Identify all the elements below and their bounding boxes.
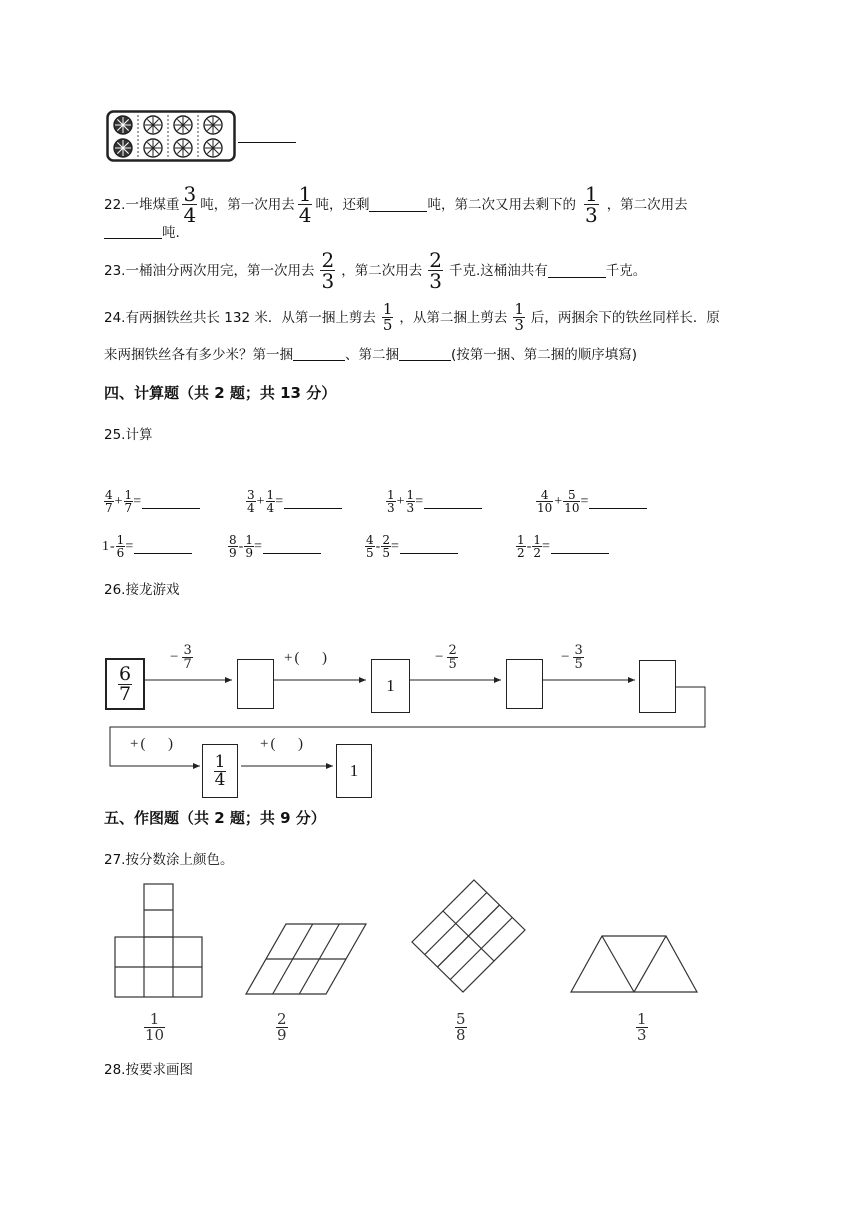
chain-box-5[interactable] xyxy=(639,660,676,713)
q28-label: 28.按要求画图 xyxy=(104,1062,193,1078)
section5-title: 五、作图题（共 2 题；共 9 分） xyxy=(104,809,326,827)
q22-text2: 吨，第一次用去 xyxy=(200,196,295,213)
chain-arrows xyxy=(100,640,720,805)
q25-answer-blank[interactable] xyxy=(134,539,192,554)
chain-start-box: $\frac{6}{7}$ xyxy=(105,658,145,710)
wheel-icon xyxy=(144,116,162,134)
q24-line2 xyxy=(104,346,637,364)
wheel-icon xyxy=(174,116,192,134)
wheel-icon xyxy=(204,116,222,134)
q25-answer-blank[interactable] xyxy=(142,494,200,509)
q24-line2-b: 、第二捆 xyxy=(345,347,399,363)
chain-op-3: − $\frac{2}{5}$ xyxy=(435,643,457,672)
chain-op-5[interactable]: + ( ) xyxy=(130,736,173,752)
q25-label: 25.计算 xyxy=(104,427,153,443)
chain-box-2[interactable] xyxy=(237,659,274,709)
wheel-icon xyxy=(114,116,132,134)
q22-blank1[interactable] xyxy=(369,197,427,212)
chain-op-1: − $\frac{3}{7}$ xyxy=(170,643,192,672)
q27-frac-4: $\frac{1}{3}$ xyxy=(637,1010,647,1044)
chain-box-7: 1 xyxy=(336,744,372,798)
shape-diamond-8[interactable] xyxy=(412,880,525,992)
q25-row2-item-1: 1 - $\frac{1}{6}$ = xyxy=(102,534,192,559)
q24-text1: 24.有两捆铁丝共长 132 米．从第一捆上剪去 xyxy=(104,309,376,326)
q24-text2: ，从第二捆上剪去 xyxy=(399,309,508,326)
section4-title: 四、计算题（共 2 题；共 13 分） xyxy=(104,384,337,402)
q22-line1 xyxy=(104,184,688,225)
chain-op-6[interactable]: + ( ) xyxy=(260,736,303,752)
q23-text4: 千克。 xyxy=(605,262,647,279)
q23-frac2: $\frac{2}{3}$ xyxy=(429,248,442,293)
q22-frac2: $\frac{1}{4}$ xyxy=(298,182,312,227)
q23-text3: 千克.这桶油共有 xyxy=(448,262,548,279)
q24-line1 xyxy=(104,302,720,333)
chain-box-6: $\frac{1}{4}$ xyxy=(202,744,238,798)
chain-box-3: 1 xyxy=(371,659,410,713)
q24-line2-a: 来两捆铁丝各有多少米？第一捆 xyxy=(104,347,293,363)
q27-frac-2: $\frac{2}{9}$ xyxy=(277,1010,287,1044)
q27-frac-1: $\frac{1}{10}$ xyxy=(145,1010,165,1044)
q22-text3: 吨，还剩 xyxy=(315,196,370,213)
shape-trapezoid-3[interactable] xyxy=(571,936,697,992)
q22-blank2[interactable] xyxy=(104,224,162,239)
q23-blank[interactable] xyxy=(548,263,606,278)
q24-frac1: $\frac{1}{5}$ xyxy=(382,300,393,334)
q23-frac1: $\frac{2}{3}$ xyxy=(321,248,335,293)
tray-answer-blank[interactable] xyxy=(238,128,296,143)
q25-row1-item-3: $\frac{1}{3}$ + $\frac{1}{3}$ = xyxy=(386,489,482,514)
chain-op-4: − $\frac{3}{5}$ xyxy=(561,643,583,672)
q24-blank1[interactable] xyxy=(293,346,345,361)
q23-line xyxy=(104,250,646,291)
q25-row2-item-3: $\frac{4}{5}$ - $\frac{2}{5}$ = xyxy=(365,534,458,559)
q27-frac-3: $\frac{5}{8}$ xyxy=(456,1010,466,1044)
q25-answer-blank[interactable] xyxy=(551,539,609,554)
wheel-tray-icon xyxy=(106,110,236,162)
chain-box-4[interactable] xyxy=(506,659,543,709)
q22-line2-text: 吨. xyxy=(162,225,180,241)
q24-text3: 后，两捆余下的铁丝同样长．原 xyxy=(530,309,720,326)
q25-row1-item-4: $\frac{4}{10}$ + $\frac{5}{10}$ = xyxy=(536,489,647,514)
wheel-icon xyxy=(174,139,192,157)
q25-row1-item-1: $\frac{4}{7}$ + $\frac{1}{7}$ = xyxy=(104,489,200,514)
q25-answer-blank[interactable] xyxy=(263,539,321,554)
q27-shapes xyxy=(100,870,720,1005)
q25-row2-item-2: $\frac{8}{9}$ - $\frac{1}{9}$ = xyxy=(228,534,321,559)
q25-row2-item-4: $\frac{1}{2}$ - $\frac{1}{2}$ = xyxy=(516,534,609,559)
q24-line2-c: (按第一捆、第二捆的顺序填寫) xyxy=(451,347,638,363)
q23-text2: ，第二次用去 xyxy=(341,262,423,279)
q24-frac2: $\frac{1}{3}$ xyxy=(514,300,524,334)
q25-row1-item-2: $\frac{3}{4}$ + $\frac{1}{4}$ = xyxy=(246,489,342,514)
q22-line2 xyxy=(104,224,180,242)
q22-text5: ，第二次用去 xyxy=(606,196,688,213)
shape-grid-10[interactable] xyxy=(115,884,202,997)
wheel-icon xyxy=(114,139,132,157)
q25-answer-blank[interactable] xyxy=(589,494,647,509)
q25-answer-blank[interactable] xyxy=(284,494,342,509)
tray-figure xyxy=(106,110,236,166)
q22-frac3: $\frac{1}{3}$ xyxy=(584,182,598,227)
q27-label: 27.按分数涂上颜色。 xyxy=(104,852,234,868)
chain-diagram xyxy=(100,640,720,805)
q22-text1: 22.一堆煤重 xyxy=(104,196,180,213)
shape-parallelogram-9[interactable] xyxy=(246,924,366,994)
q23-text1: 23.一桶油分两次用完，第一次用去 xyxy=(104,262,315,279)
q22-frac1: $\frac{3}{4}$ xyxy=(183,182,197,227)
chain-op-2[interactable]: + ( ) xyxy=(284,650,327,666)
wheel-icon xyxy=(204,139,222,157)
q22-text4: 吨，第二次又用去剩下的 xyxy=(427,196,576,213)
q25-answer-blank[interactable] xyxy=(400,539,458,554)
q24-blank2[interactable] xyxy=(399,346,451,361)
q26-label: 26.接龙游戏 xyxy=(104,582,180,598)
wheel-icon xyxy=(144,139,162,157)
q25-answer-blank[interactable] xyxy=(424,494,482,509)
